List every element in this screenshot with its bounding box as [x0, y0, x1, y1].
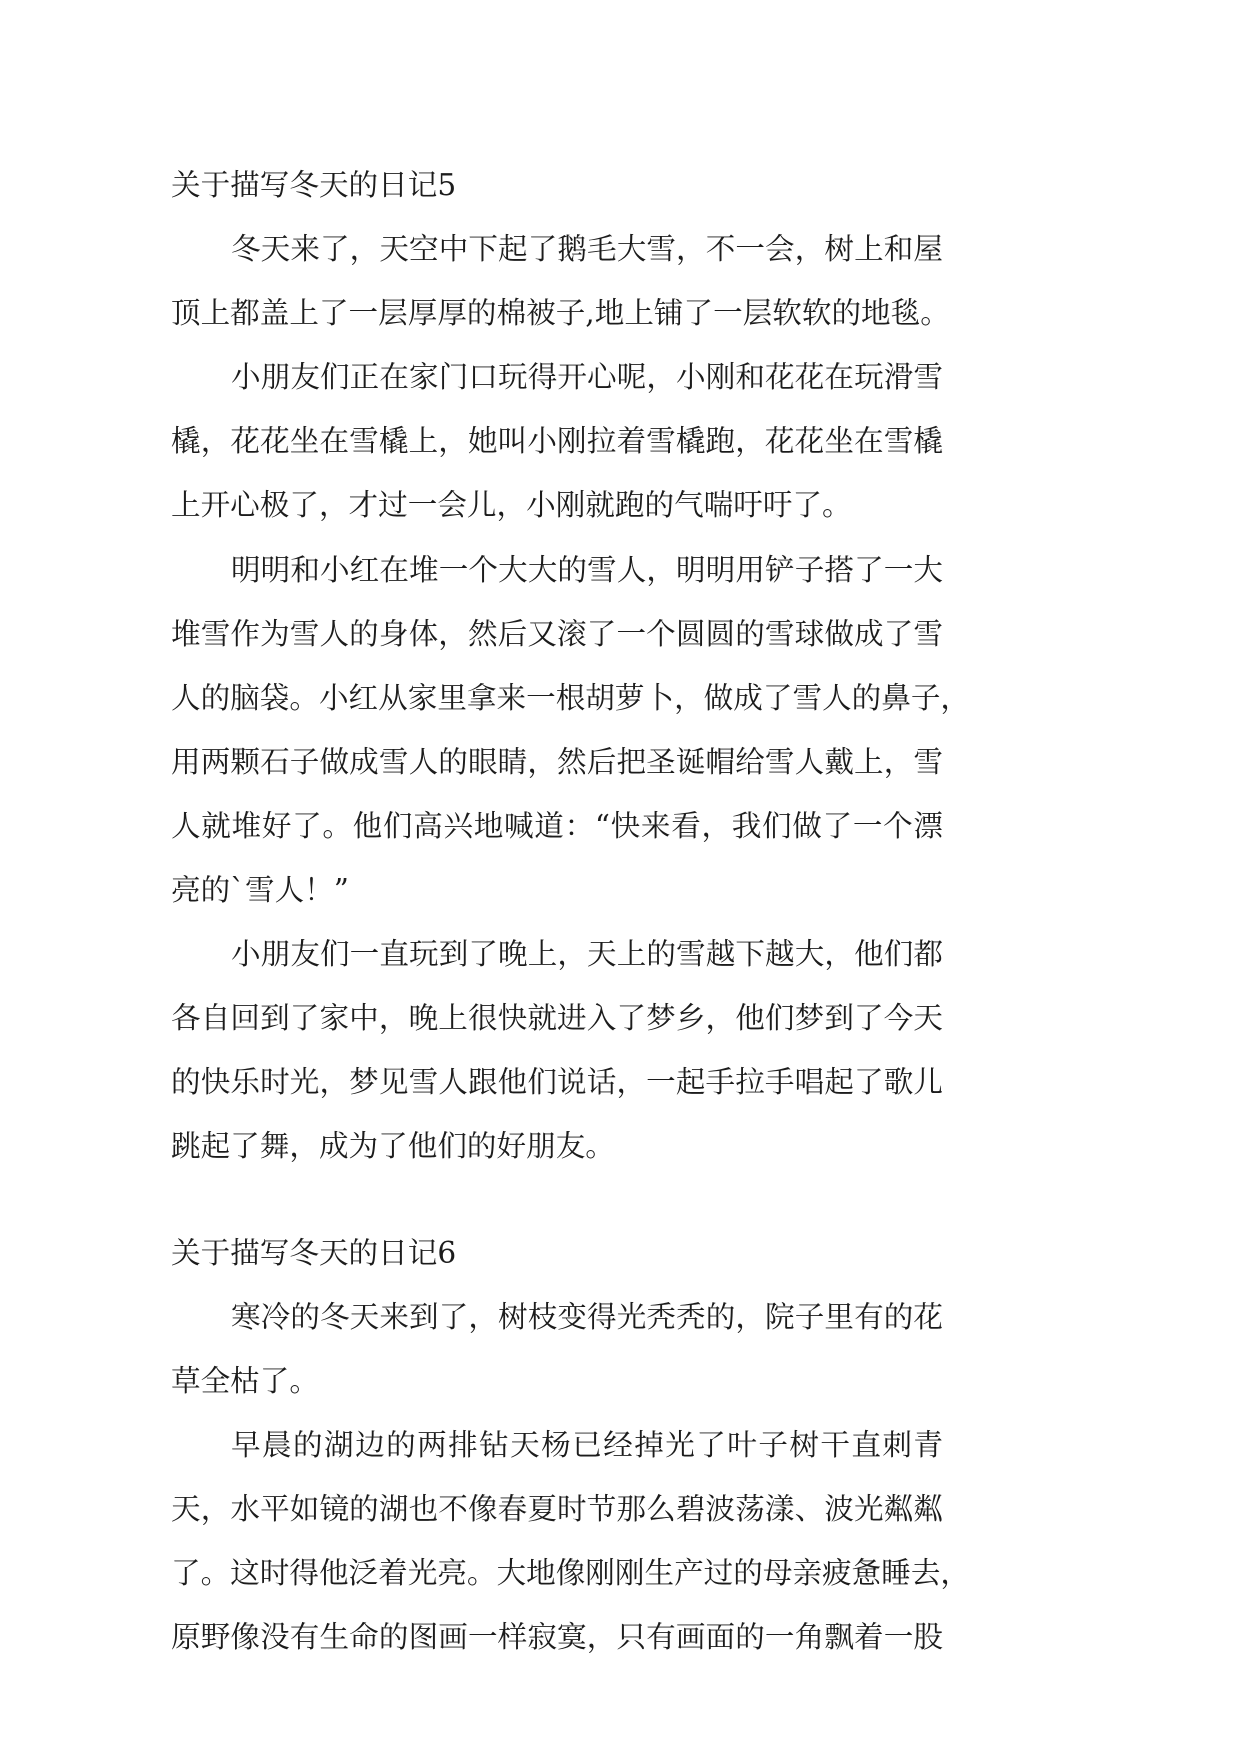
text-line: 用两颗石子做成雪人的眼睛，然后把圣诞帽给雪人戴上，雪 [171, 744, 943, 779]
diary-section [171, 1221, 971, 1670]
paragraph [171, 1413, 971, 1669]
text-line: 冬天来了，天空中下起了鹅毛大雪，不一会，树上和屋 [231, 232, 943, 267]
text-line: 原野像没有生命的图画一样寂寞，只有画面的一角飘着一股 [171, 1620, 943, 1655]
text-line: 明明和小红在堆一个大大的雪人，明明用铲子搭了一大 [231, 552, 943, 587]
section-title: 关于描写冬天的日记6 [171, 1235, 457, 1270]
text-line: 的快乐时光，梦见雪人跟他们说话，一起手拉手唱起了歌儿 [171, 1065, 943, 1100]
paragraph [171, 345, 943, 537]
text-line: 小朋友们正在家门口玩得开心呢，小刚和花花在玩滑雪 [231, 360, 943, 395]
text-line: 橇，花花坐在雪橇上，她叫小刚拉着雪橇跑，花花坐在雪橇 [171, 424, 943, 459]
text-line: 人的脑袋。小红从家里拿来一根胡萝卜，做成了雪人的鼻子， [171, 680, 971, 715]
text-line: 早晨的湖边的两排钻天杨已经掉光了叶子树干直刺青 [231, 1427, 943, 1462]
text-line: 跳起了舞，成为了他们的好朋友。 [171, 1129, 615, 1164]
text-line: 了。这时得他泛着光亮。大地像刚刚生产过的母亲疲惫睡去， [171, 1555, 971, 1590]
section-title: 关于描写冬天的日记5 [171, 168, 457, 202]
text-line: 顶上都盖上了一层厚厚的棉被子,地上铺了一层软软的地毯。 [171, 296, 950, 331]
text-line: 草全枯了。 [171, 1363, 319, 1398]
document-body [171, 153, 971, 1669]
paragraph [171, 922, 943, 1178]
text-line: 各自回到了家中，晚上很快就进入了梦乡，他们梦到了今天 [171, 1001, 943, 1036]
text-line: 亮的`雪人！” [171, 873, 349, 908]
text-line: 人就堆好了。他们高兴地喊道：“快来看，我们做了一个漂 [171, 808, 943, 843]
paragraph [171, 1285, 943, 1413]
text-line: 寒冷的冬天来到了，树枝变得光秃秃的，院子里有的花 [231, 1299, 943, 1334]
text-line: 堆雪作为雪人的身体，然后又滚了一个圆圆的雪球做成了雪 [171, 616, 943, 651]
diary-section [171, 153, 971, 1179]
text-line: 天，水平如镜的湖也不像春夏时节那么碧波荡漾、波光粼粼 [171, 1491, 943, 1526]
text-line: 上开心极了，才过一会儿，小刚就跑的气喘吁吁了。 [171, 488, 852, 523]
paragraph [171, 217, 950, 345]
paragraph [171, 538, 971, 923]
text-line: 小朋友们一直玩到了晚上，天上的雪越下越大，他们都 [231, 937, 943, 972]
